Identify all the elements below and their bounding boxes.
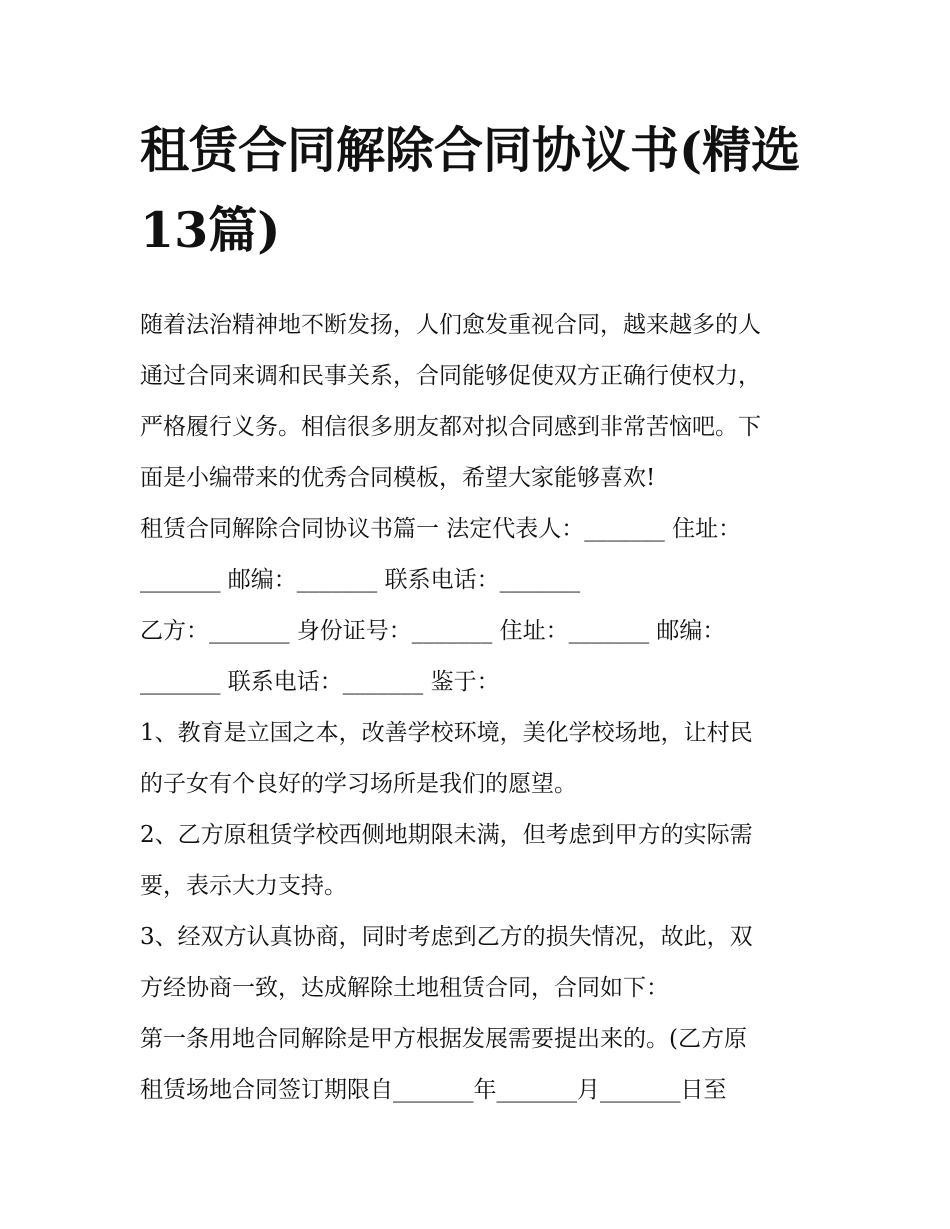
document-page <box>140 110 812 1116</box>
paragraph-line: 方经协商一致，达成解除土地租赁合同，合同如下： <box>140 975 669 1001</box>
paragraph-line: 3、经双方认真协商，同时考虑到乙方的损失情况，故此，双 <box>140 924 753 950</box>
paragraph-line: _______ 邮编：_______ 联系电话：_______ <box>140 567 581 593</box>
document-title: 租赁合同解除合同协议书(精选13篇) <box>140 121 801 259</box>
paragraph-line: 租赁合同解除合同协议书篇一 法定代表人：_______ 住址： <box>140 516 742 542</box>
paragraph-line: 随着法治精神地不断发扬，人们愈发重视合同，越来越多的人 <box>140 312 761 338</box>
document-body <box>140 300 812 1116</box>
paragraph-line: _______ 联系电话：_______ 鉴于： <box>140 669 500 695</box>
paragraph-line: 第一条用地合同解除是甲方根据发展需要提出来的。(乙方原 <box>140 1026 747 1052</box>
paragraph-line: 的子女有个良好的学习场所是我们的愿望。 <box>140 771 577 797</box>
paragraph-line: 乙方：_______ 身份证号：_______ 住址：_______ 邮编： <box>140 618 726 644</box>
paragraph-line: 通过合同来调和民事关系，合同能够促使双方正确行使权力， <box>140 363 761 389</box>
paragraph-line: 要，表示大力支持。 <box>140 873 347 899</box>
paragraph-line: 严格履行义务。相信很多朋友都对拟合同感到非常苦恼吧。下 <box>140 414 761 440</box>
paragraph-line: 租赁场地合同签订期限自_______年_______月_______日至 <box>140 1077 727 1103</box>
paragraph-line: 1、教育是立国之本，改善学校环境，美化学校场地，让村民 <box>140 720 753 746</box>
paragraph-line: 面是小编带来的优秀合同模板，希望大家能够喜欢! <box>140 465 656 491</box>
paragraph-line: 2、乙方原租赁学校西侧地期限未满，但考虑到甲方的实际需 <box>140 822 753 848</box>
